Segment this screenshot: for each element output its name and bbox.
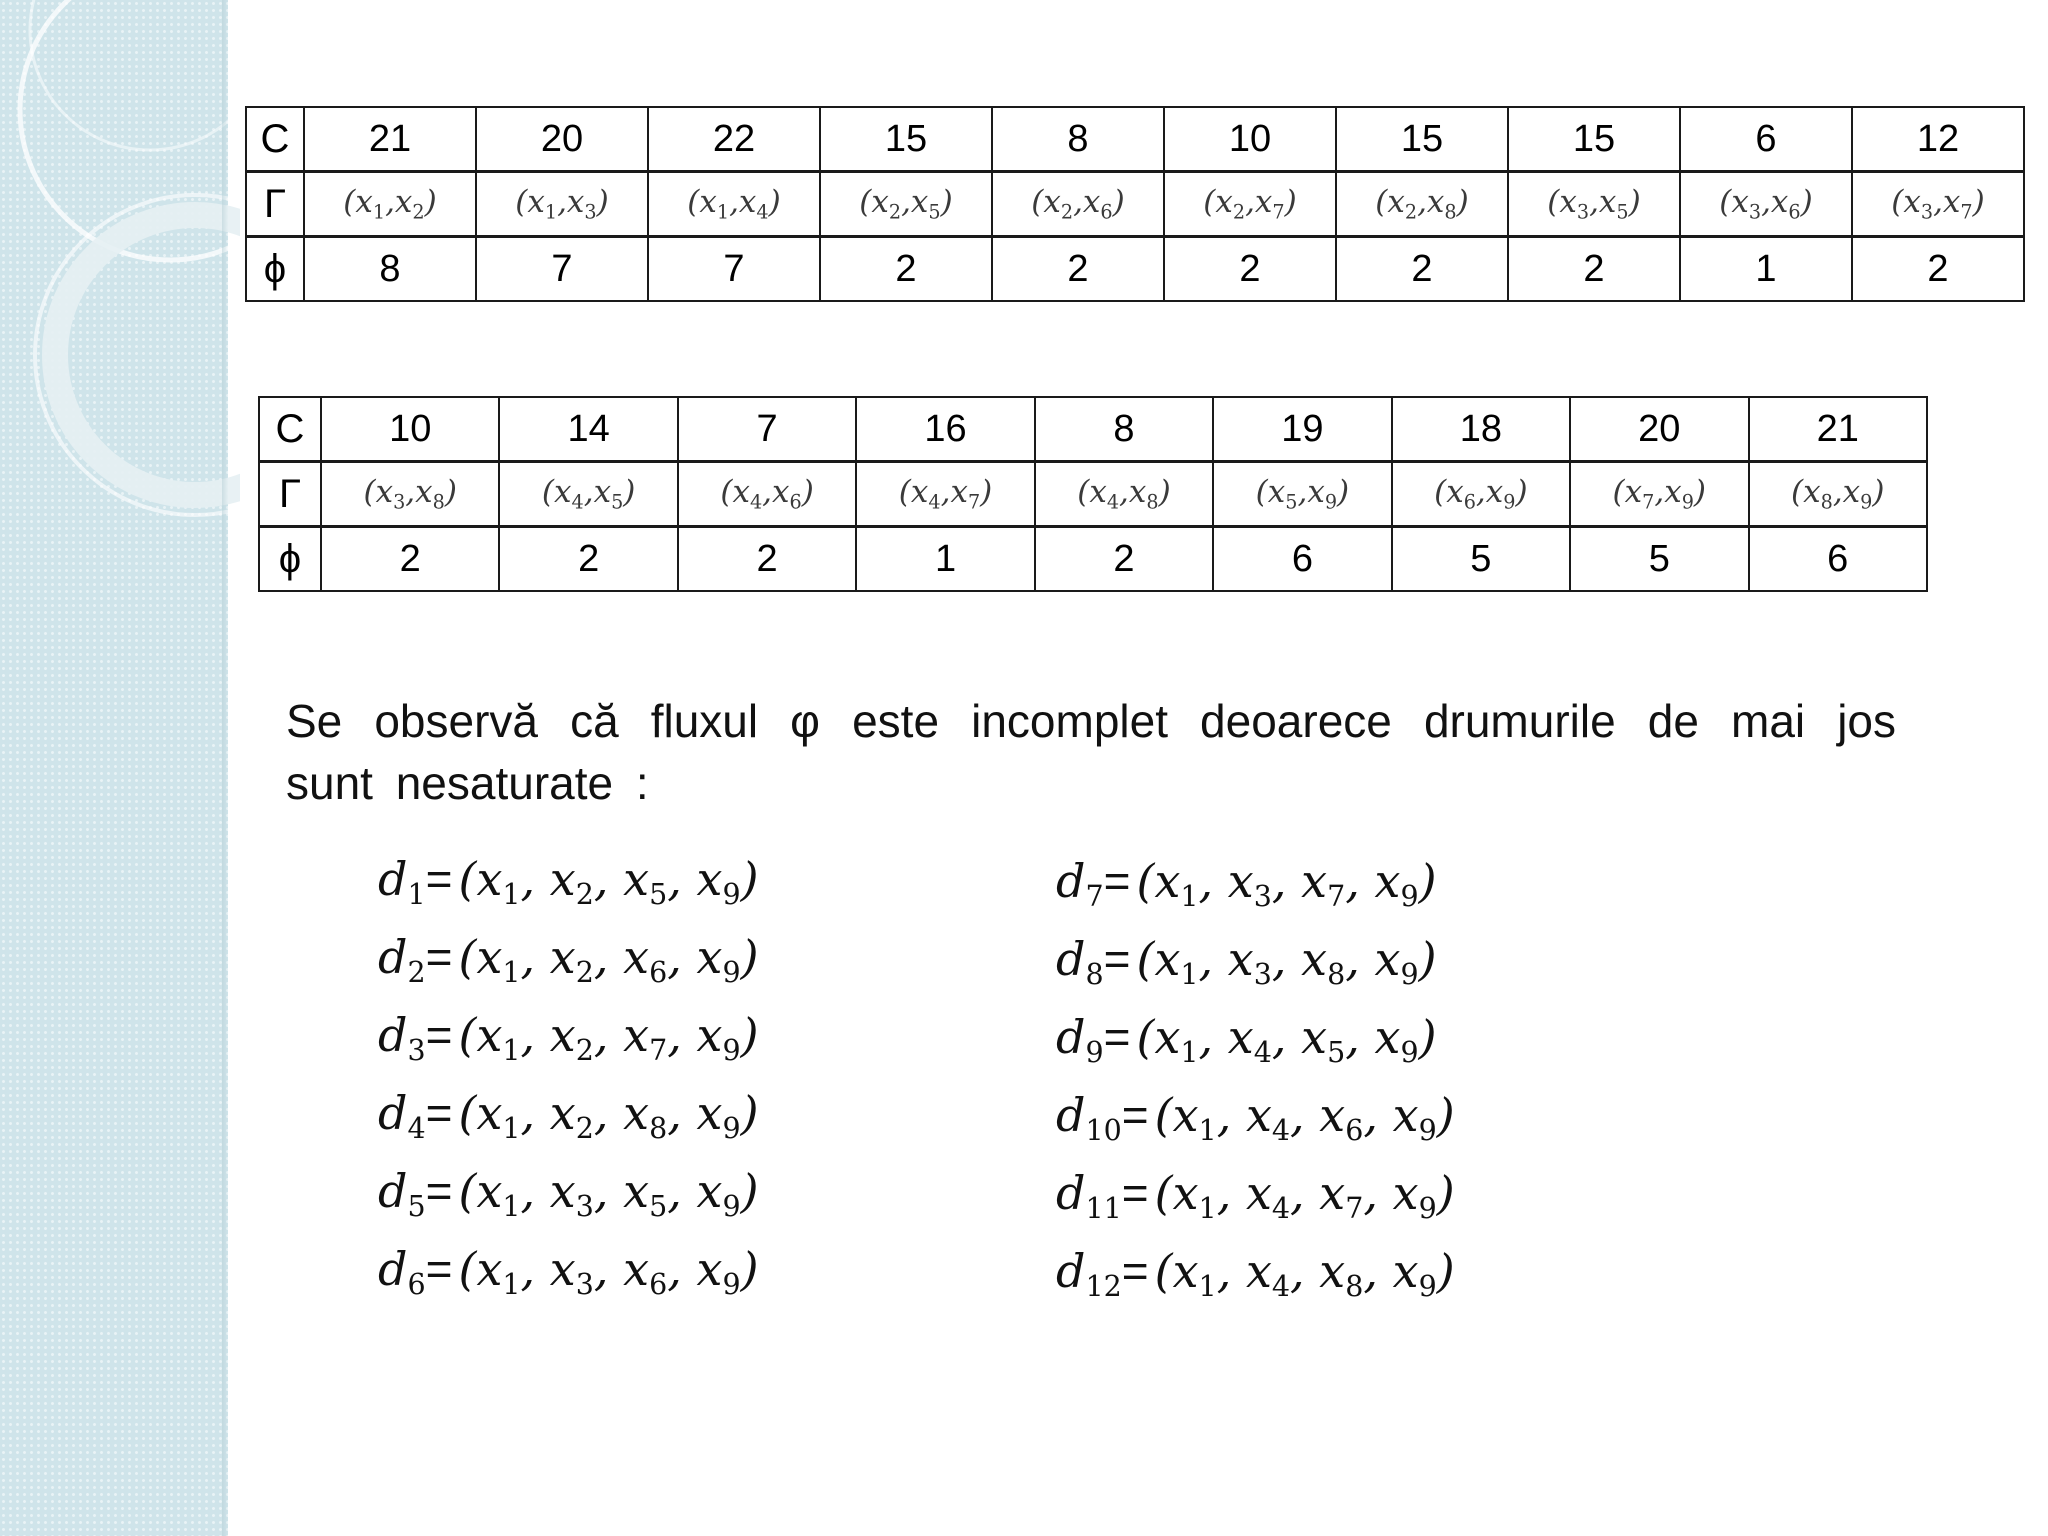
arc-cell: $(x_3,x_8)$ — [321, 462, 499, 527]
flow-cell: 6 — [1749, 527, 1928, 592]
capacity-cell: 22 — [648, 107, 820, 172]
flow-row — [259, 527, 1927, 592]
capacity-cell: 18 — [1392, 397, 1570, 462]
path-d8: $d_8= (x_1$, $x_3$, $x_8$, $x_9$) — [1056, 932, 1437, 992]
arc-cell: $(x_6,x_9)$ — [1392, 462, 1570, 527]
capacity-row — [246, 107, 2024, 172]
flow-table-2 — [258, 396, 1928, 592]
capacity-cell: 15 — [1508, 107, 1680, 172]
flow-cell: 7 — [476, 237, 648, 302]
path-d3: $d_3= (x_1$, $x_2$, $x_7$, $x_9$) — [378, 1008, 759, 1068]
path-d1: $d_1= (x_1$, $x_2$, $x_5$, $x_9$) — [378, 852, 759, 912]
flow-cell: 2 — [678, 527, 856, 592]
path-d7: $d_7= (x_1$, $x_3$, $x_7$, $x_9$) — [1056, 854, 1437, 914]
flow-cell: 2 — [992, 237, 1164, 302]
capacity-cell: 12 — [1852, 107, 2024, 172]
row-label-gamma: Γ — [259, 462, 321, 527]
capacity-row — [259, 397, 1927, 462]
decorative-sidebar — [0, 0, 228, 1536]
flow-table-1 — [245, 106, 2025, 302]
path-d10: $d_{10}= (x_1$, $x_4$, $x_6$, $x_9$) — [1056, 1088, 1455, 1148]
arc-cell: $(x_1,x_4)$ — [648, 172, 820, 237]
flow-cell: 2 — [1852, 237, 2024, 302]
observation-paragraph: Se observă că fluxul φ este incomplet deoarece drumurile de mai jos sunt nesaturate : — [286, 695, 1896, 809]
arc-cell: $(x_7,x_9)$ — [1570, 462, 1748, 527]
flow-cell: 2 — [499, 527, 677, 592]
unsaturated-paths-right — [1056, 842, 1455, 1310]
capacity-cell: 21 — [304, 107, 476, 172]
flow-cell: 1 — [856, 527, 1034, 592]
arc-cell: $(x_8,x_9)$ — [1749, 462, 1928, 527]
arc-cell: $(x_4,x_8)$ — [1035, 462, 1213, 527]
arc-cell: $(x_1,x_3)$ — [476, 172, 648, 237]
capacity-cell: 19 — [1213, 397, 1391, 462]
flow-cell: 2 — [1164, 237, 1336, 302]
capacity-cell: 20 — [1570, 397, 1748, 462]
flow-cell: 7 — [648, 237, 820, 302]
arcs-row — [246, 172, 2024, 237]
capacity-cell: 7 — [678, 397, 856, 462]
path-d12: $d_{12}= (x_1$, $x_4$, $x_8$, $x_9$) — [1056, 1244, 1455, 1304]
flow-cell: 2 — [1035, 527, 1213, 592]
arc-cell: $(x_4,x_5)$ — [499, 462, 677, 527]
capacity-cell: 16 — [856, 397, 1034, 462]
capacity-cell: 10 — [1164, 107, 1336, 172]
arc-cell: $(x_4,x_7)$ — [856, 462, 1034, 527]
path-d11: $d_{11}= (x_1$, $x_4$, $x_7$, $x_9$) — [1056, 1166, 1455, 1226]
arc-cell: $(x_3,x_5)$ — [1508, 172, 1680, 237]
arc-cell: $(x_3,x_6)$ — [1680, 172, 1852, 237]
flow-cell: 6 — [1213, 527, 1391, 592]
path-d9: $d_9= (x_1$, $x_4$, $x_5$, $x_9$) — [1056, 1010, 1437, 1070]
capacity-cell: 10 — [321, 397, 499, 462]
arc-cell: $(x_5,x_9)$ — [1213, 462, 1391, 527]
capacity-cell: 8 — [1035, 397, 1213, 462]
swirl-decoration-icon — [0, 0, 240, 520]
capacity-cell: 6 — [1680, 107, 1852, 172]
capacity-cell: 15 — [820, 107, 992, 172]
flow-cell: 8 — [304, 237, 476, 302]
path-d5: $d_5= (x_1$, $x_3$, $x_5$, $x_9$) — [378, 1164, 759, 1224]
row-label-phi: ϕ — [246, 237, 304, 302]
row-label-gamma: Γ — [246, 172, 304, 237]
arc-cell: $(x_3,x_7)$ — [1852, 172, 2024, 237]
row-label-phi: ϕ — [259, 527, 321, 592]
flow-cell: 5 — [1570, 527, 1748, 592]
row-label-c: C — [259, 397, 321, 462]
arcs-row — [259, 462, 1927, 527]
flow-cell: 2 — [1336, 237, 1508, 302]
arc-cell: $(x_4,x_6)$ — [678, 462, 856, 527]
capacity-cell: 8 — [992, 107, 1164, 172]
flow-cell: 2 — [1508, 237, 1680, 302]
flow-row — [246, 237, 2024, 302]
path-d2: $d_2= (x_1$, $x_2$, $x_6$, $x_9$) — [378, 930, 759, 990]
path-d6: $d_6= (x_1$, $x_3$, $x_6$, $x_9$) — [378, 1242, 759, 1302]
flow-cell: 5 — [1392, 527, 1570, 592]
arc-cell: $(x_2,x_7)$ — [1164, 172, 1336, 237]
flow-cell: 1 — [1680, 237, 1852, 302]
flow-cell: 2 — [321, 527, 499, 592]
arc-cell: $(x_2,x_5)$ — [820, 172, 992, 237]
capacity-cell: 14 — [499, 397, 677, 462]
capacity-cell: 21 — [1749, 397, 1928, 462]
capacity-cell: 15 — [1336, 107, 1508, 172]
arc-cell: $(x_1,x_2)$ — [304, 172, 476, 237]
capacity-cell: 20 — [476, 107, 648, 172]
path-d4: $d_4= (x_1$, $x_2$, $x_8$, $x_9$) — [378, 1086, 759, 1146]
unsaturated-paths-left — [378, 840, 759, 1308]
flow-cell: 2 — [820, 237, 992, 302]
arc-cell: $(x_2,x_8)$ — [1336, 172, 1508, 237]
arc-cell: $(x_2,x_6)$ — [992, 172, 1164, 237]
row-label-c: C — [246, 107, 304, 172]
